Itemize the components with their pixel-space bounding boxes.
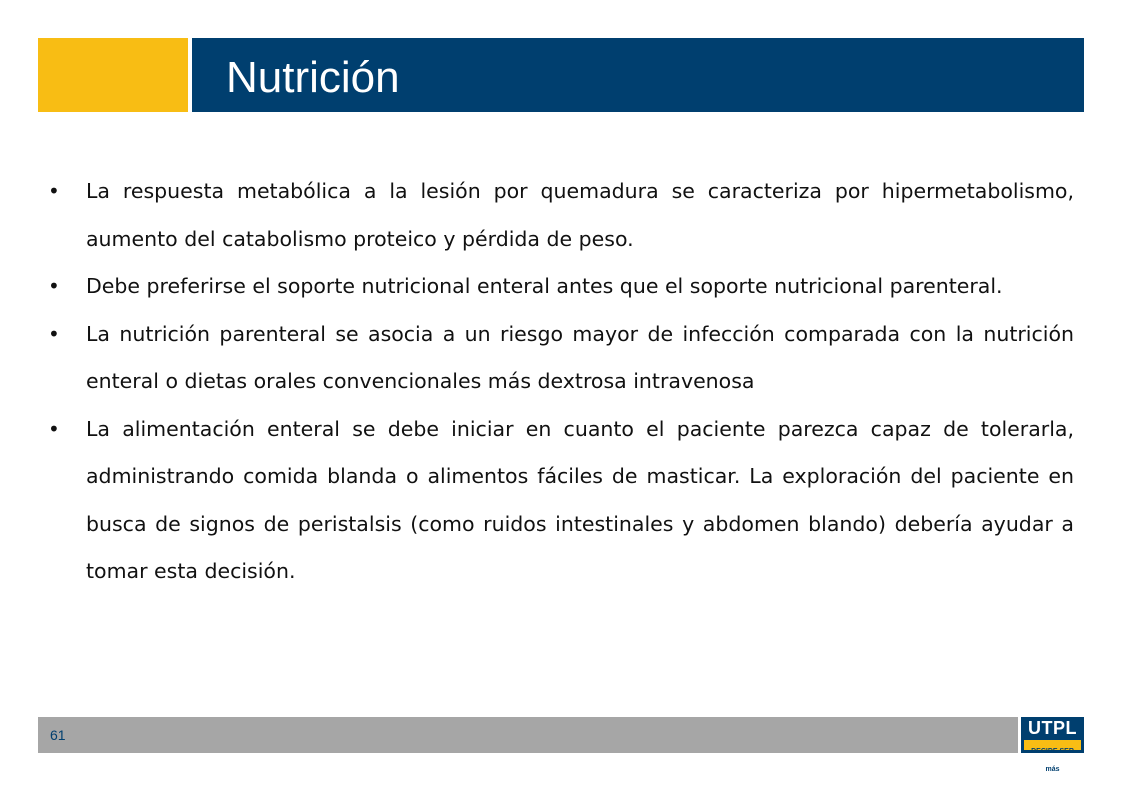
bullet-text: Debe preferirse el soporte nutricional enteral antes que el soporte nutricional parenteral. — [86, 274, 1003, 298]
slide-content — [48, 168, 1074, 596]
logo-text: UTPL — [1028, 718, 1077, 738]
title-bar — [192, 38, 1084, 112]
logo-tagline: DECIDE SER más — [1031, 748, 1074, 773]
bullet-item — [48, 406, 1074, 596]
bullet-icon: • — [48, 321, 60, 346]
bullet-icon: • — [48, 274, 60, 298]
bullet-list — [48, 168, 1074, 596]
bullet-item — [48, 311, 1074, 406]
bullet-item — [48, 168, 1074, 263]
bullet-item — [48, 263, 1074, 311]
logo-tagline-strip — [1024, 740, 1081, 773]
bullet-text: La respuesta metabólica a la lesión por quemadura se caracteriza por hipermetabolismo, aumento del catabolismo proteico y pérdida de peso. — [86, 179, 1074, 251]
footer-bar — [38, 717, 1018, 753]
slide-title: Nutrición — [226, 53, 400, 102]
utpl-logo — [1021, 717, 1084, 773]
bullet-icon: • — [48, 416, 60, 441]
bullet-text: La alimentación enteral se debe iniciar en cuanto el paciente parezca capaz de tolerarla, administrando comida blanda o alimentos fáciles de masticar. La exploración del paciente en busca de signos de peristalsis (como ruidos intestinales y abdomen blando) debería ayudar a tomar esta decisión. — [86, 416, 1074, 583]
header-accent-block — [38, 38, 188, 112]
bullet-icon: • — [48, 179, 60, 203]
bullet-text: La nutrición parenteral se asocia a un riesgo mayor de infección comparada con la nutrición enteral o dietas orales convencionales más dextrosa intravenosa — [86, 321, 1074, 393]
page-number: 61 — [50, 727, 66, 743]
